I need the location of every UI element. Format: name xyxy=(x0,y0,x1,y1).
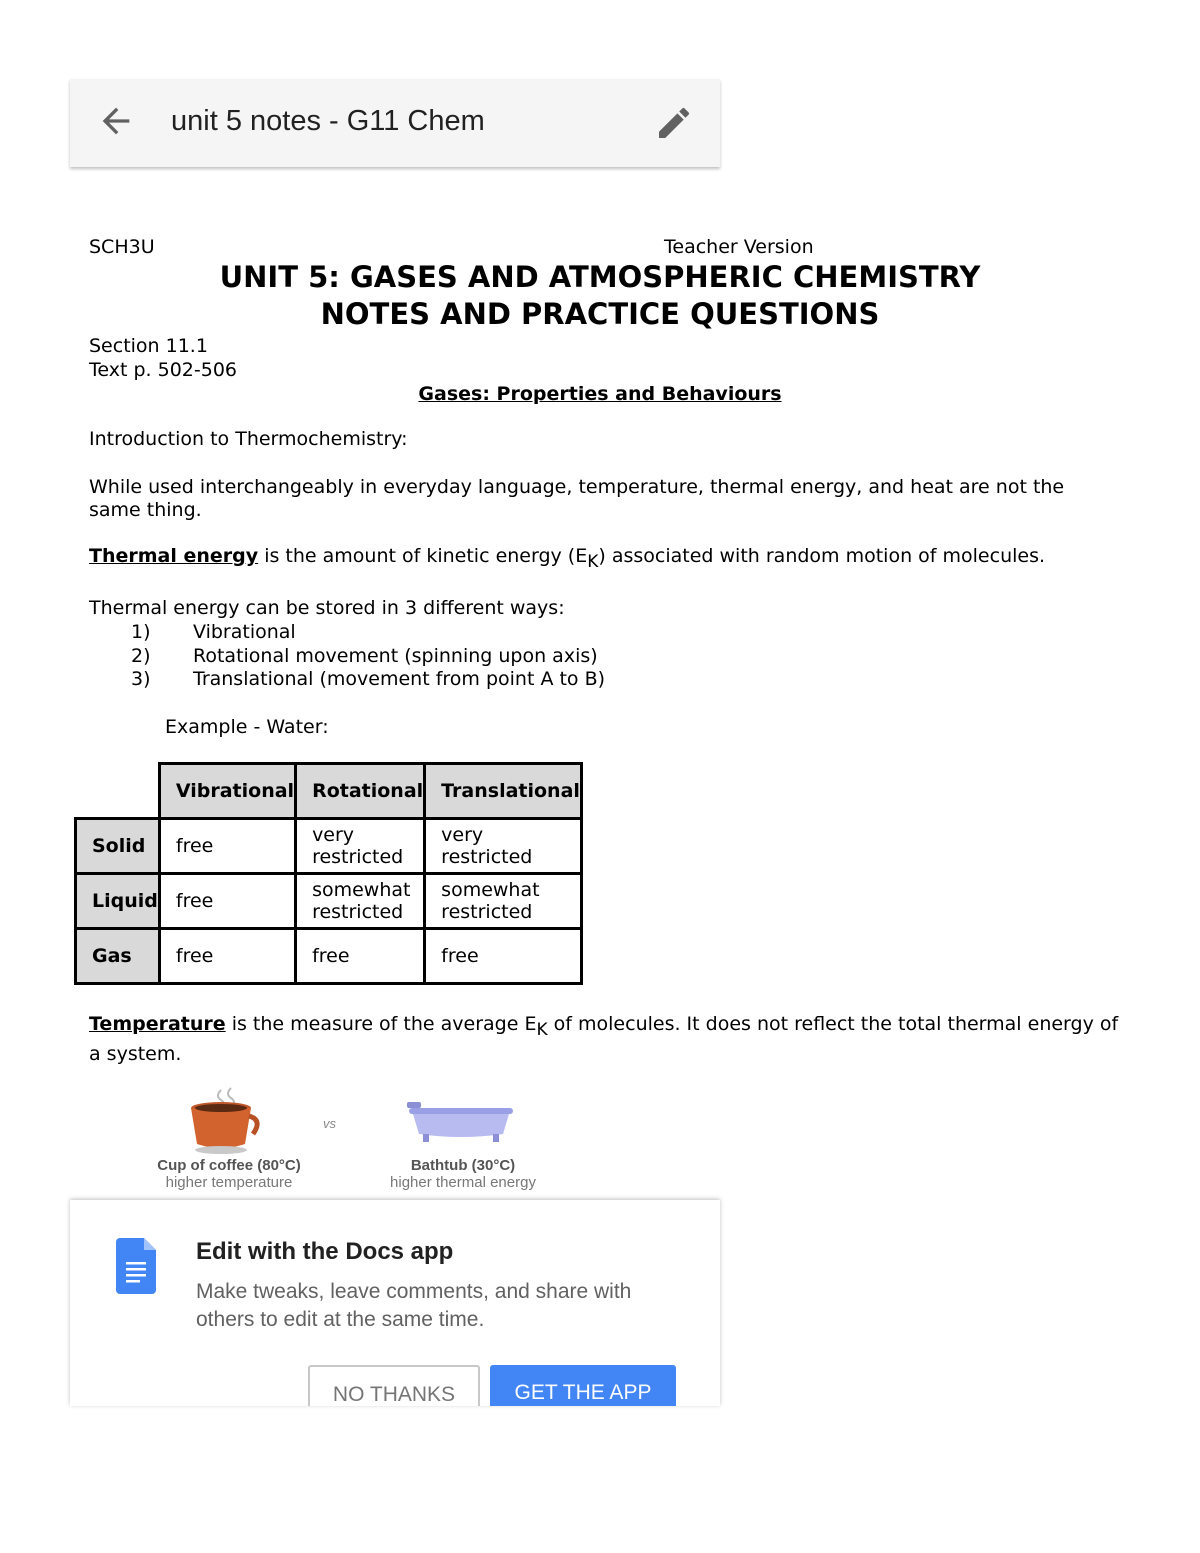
table-cell: very restricted xyxy=(425,819,582,874)
versus-label: vs xyxy=(323,1116,336,1131)
no-thanks-button[interactable]: NO THANKS xyxy=(308,1365,480,1406)
definition-text: of molecules. It does not reflect the total thermal energy of xyxy=(547,1013,1119,1035)
unit-title: UNIT 5: GASES AND ATMOSPHERIC CHEMISTRY xyxy=(219,260,981,294)
term-temperature: Temperature xyxy=(89,1013,226,1035)
storage-intro: Thermal energy can be stored in 3 different ways: xyxy=(89,597,565,619)
table-cell: free xyxy=(159,819,295,874)
definition-text: is the measure of the average E xyxy=(225,1013,537,1035)
table-header-cell: Translational xyxy=(425,764,582,819)
row-label: Liquid xyxy=(76,874,160,929)
docs-app-promo xyxy=(70,1200,720,1406)
intro-heading: Introduction to Thermochemistry: xyxy=(89,428,408,450)
pencil-icon[interactable] xyxy=(654,103,694,143)
table-row xyxy=(76,929,582,984)
get-the-app-button[interactable]: GET THE APP xyxy=(490,1365,676,1406)
version-label: Teacher Version xyxy=(664,236,814,258)
thermal-energy-definition xyxy=(89,545,1045,572)
list-number: 3) xyxy=(131,668,151,690)
row-label: Gas xyxy=(76,929,160,984)
section-heading: Gases: Properties and Behaviours xyxy=(418,383,782,405)
coffee-cup-icon xyxy=(183,1086,263,1156)
term-thermal-energy: Thermal energy xyxy=(89,545,259,567)
row-label: Solid xyxy=(76,819,160,874)
table-header-row xyxy=(76,764,582,819)
bathtub-icon xyxy=(405,1096,517,1146)
table-cell: free xyxy=(159,874,295,929)
paragraph-line: same thing. xyxy=(89,499,202,521)
table-cell: somewhat restricted xyxy=(296,874,425,929)
promo-body: Make tweaks, leave comments, and share with others to edit at the same time. xyxy=(196,1280,632,1331)
list-item: Vibrational xyxy=(193,621,296,643)
table-header-cell: Vibrational xyxy=(159,764,295,819)
example-label: Example - Water: xyxy=(165,716,329,738)
list-number: 2) xyxy=(131,645,151,667)
paragraph-line: While used interchangeably in everyday language, temperature, thermal energy, and heat are not the xyxy=(89,476,1065,498)
subscript: K xyxy=(587,551,599,572)
states-table xyxy=(74,762,583,985)
table-cell: somewhat restricted xyxy=(425,874,582,929)
bathtub-caption: Bathtub (30°C) xyxy=(410,1157,516,1174)
arrow-back-icon[interactable] xyxy=(96,101,136,141)
temperature-definition xyxy=(89,1013,1118,1040)
coffee-caption: Cup of coffee (80°C) xyxy=(157,1157,301,1174)
unit-subtitle: NOTES AND PRACTICE QUESTIONS xyxy=(320,297,880,331)
course-code: SCH3U xyxy=(89,236,155,258)
table-corner xyxy=(76,764,160,819)
definition-text: is the amount of kinetic energy (E xyxy=(258,545,588,567)
list-item: Rotational movement (spinning upon axis) xyxy=(193,645,598,667)
list-number: 1) xyxy=(131,621,151,643)
table-cell: free xyxy=(159,929,295,984)
text-reference: Text p. 502-506 xyxy=(89,359,237,381)
table-cell: free xyxy=(296,929,425,984)
table-row xyxy=(76,819,582,874)
table-header-cell: Rotational xyxy=(296,764,425,819)
document-title: unit 5 notes - G11 Chem xyxy=(171,105,485,137)
table-cell: very restricted xyxy=(296,819,425,874)
bathtub-subcaption: higher thermal energy xyxy=(390,1174,536,1191)
paragraph-line: a system. xyxy=(89,1043,182,1065)
coffee-subcaption: higher temperature xyxy=(165,1174,293,1191)
section-label: Section 11.1 xyxy=(89,335,208,357)
docs-app-icon xyxy=(116,1238,156,1294)
table-row xyxy=(76,874,582,929)
app-bar xyxy=(70,79,720,167)
definition-text: ) associated with random motion of molecules. xyxy=(598,545,1046,567)
list-item: Translational (movement from point A to B) xyxy=(193,668,606,690)
promo-title: Edit with the Docs app xyxy=(196,1238,454,1265)
subscript: K xyxy=(536,1019,548,1040)
table-cell: free xyxy=(425,929,582,984)
